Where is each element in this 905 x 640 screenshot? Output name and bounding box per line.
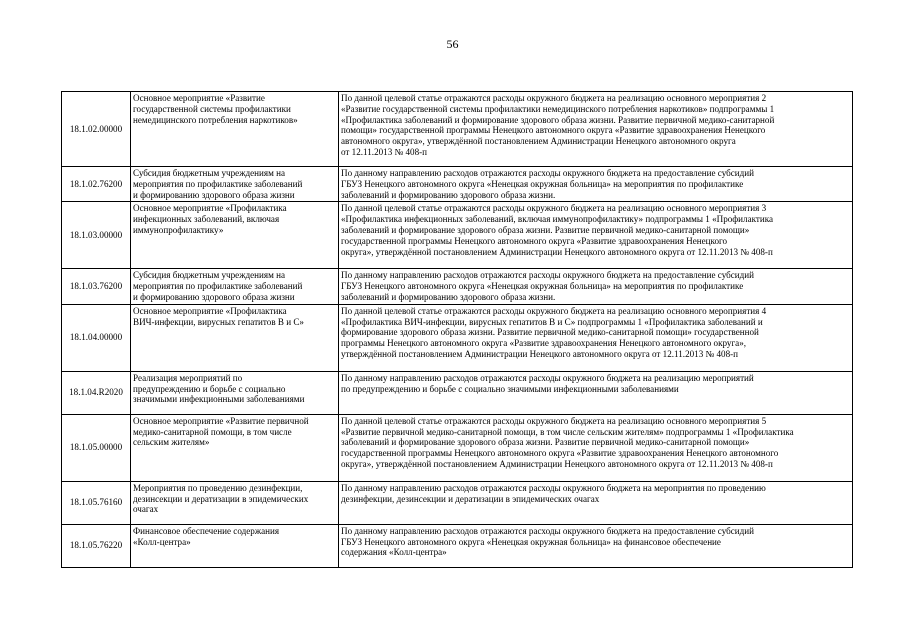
- description-line: дезинфекции, дезинсекции и дератизации в эпидемических очагах: [341, 493, 600, 504]
- description-line: ГБУЗ Ненецкого автономного округа «Ненецкая окружная больница» на мероприятия по профилактике: [341, 281, 744, 292]
- description-line: программы Ненецкого автономного округа «Развитие здравоохранения Ненецкого автономного округа»,: [341, 338, 747, 349]
- description-line: государственной программы Ненецкого автономного округа «Развитие здравоохранения Ненецкого: [341, 235, 728, 246]
- description-line: помощи» государственной программы Ненецкого автономного округа «Развитие здравоохранения Ненецкого: [341, 125, 766, 136]
- description-line: от 12.11.2013 № 408-п: [341, 146, 428, 157]
- name-line: Субсидия бюджетным учреждениям на: [133, 168, 286, 178]
- description-line: По данной целевой статье отражаются расходы окружного бюджета на реализацию основного мероприятия 2: [341, 93, 767, 103]
- description-line: «Профилактика инфекционных заболеваний, включая иммунопрофилактику» подпрограммы 1 «Профилактика: [341, 214, 774, 225]
- description-line: заболеваний и формирование здорового образа жизни. Развитие первичной медико-санитарной помощи»: [341, 437, 750, 448]
- row-name-cell: [131, 481, 339, 524]
- description-line: формирование здорового образа жизни. Развитие первичной медико-санитарной помощи» государственной: [341, 327, 759, 338]
- table-row: [62, 167, 853, 202]
- row-code-cell: 18.1.05.00000: [62, 414, 131, 481]
- description-line: по предупреждению и борьбе с социально значимыми инфекционными заболеваниями: [341, 383, 679, 394]
- description-line: По данной целевой статье отражаются расходы окружного бюджета на реализацию основного мероприятия 3: [341, 203, 767, 214]
- name-line: Мероприятия по проведению дезинфекции,: [133, 482, 303, 493]
- name-line: медико-санитарной помощи, в том числе: [133, 426, 292, 437]
- description-line: ГБУЗ Ненецкого автономного округа «Ненецкая окружная больница» на финансовое обеспечение: [341, 536, 721, 547]
- name-line: Субсидия бюджетным учреждениям на: [133, 270, 286, 281]
- table-row: [62, 371, 853, 414]
- name-line: очагах: [133, 504, 159, 515]
- name-line: Основное мероприятие «Развитие: [133, 93, 265, 103]
- name-line: значимыми инфекционными заболеваниями: [133, 394, 305, 405]
- row-name-cell: [131, 304, 339, 371]
- table-row: [62, 92, 853, 167]
- description-line: государственной программы Ненецкого автономного округа «Развитие здравоохранения Ненецкого автономного: [341, 448, 779, 459]
- name-line: Реализация мероприятий по: [133, 372, 243, 383]
- row-name-cell: [131, 202, 339, 269]
- name-line: Основное мероприятие «Профилактика: [133, 203, 287, 214]
- row-description-cell: [339, 92, 853, 167]
- name-line: Основное мероприятие «Профилактика: [133, 305, 287, 316]
- description-line: «Профилактика ВИЧ-инфекции, вирусных гепатитов В и С» подпрограммы 1 «Профилактика заболеваний и: [341, 316, 763, 327]
- table-row: [62, 269, 853, 304]
- row-name-cell: [131, 92, 339, 167]
- description-line: «Профилактика заболеваний и формирование здорового образа жизни. Развитие первичной медико-санитарной: [341, 114, 775, 125]
- description-line: По данной целевой статье отражаются расходы окружного бюджета на реализацию основного мероприятия 5: [341, 415, 767, 426]
- table-body: [62, 92, 853, 568]
- row-name-cell: [131, 414, 339, 481]
- row-name-cell: [131, 524, 339, 567]
- name-line: «Колл-центра»: [133, 536, 191, 547]
- description-line: заболеваний и формирование здорового образа жизни. Развитие первичной медико-санитарной помощи»: [341, 224, 750, 235]
- name-line: предупреждению и борьбе с социально: [133, 383, 286, 394]
- name-line: Основное мероприятие «Развитие первичной: [133, 415, 309, 426]
- description-line: «Развитие первичной медико-санитарной помощи, в том числе сельским жителям» подпрограммы 1 «Профилактика: [341, 426, 794, 437]
- row-description-cell: [339, 304, 853, 371]
- row-code-cell: 18.1.04.00000: [62, 304, 131, 371]
- name-line: дезинсекции и дератизации в эпидемических: [133, 493, 309, 504]
- name-line: и формированию здорового образа жизни: [133, 291, 295, 302]
- row-description-cell: [339, 524, 853, 567]
- name-line: мероприятия по профилактике заболеваний: [133, 281, 303, 292]
- row-name-cell: [131, 371, 339, 414]
- name-line: инфекционных заболеваний, включая: [133, 214, 280, 225]
- name-line: мероприятия по профилактике заболеваний: [133, 178, 303, 189]
- table-row: [62, 304, 853, 371]
- row-description-cell: [339, 167, 853, 202]
- description-line: По данному направлению расходов отражаются расходы окружного бюджета на предоставление субсидий: [341, 270, 755, 281]
- description-line: утверждённой постановлением Администрации Ненецкого автономного округа от 12.11.2013 № 408-п: [341, 348, 739, 359]
- row-description-cell: [339, 269, 853, 304]
- name-line: государственной системы профилактики: [133, 103, 291, 114]
- description-line: По данному направлению расходов отражаются расходы окружного бюджета на предоставление субсидий: [341, 168, 755, 178]
- row-code-cell: 18.1.04.R2020: [62, 371, 131, 414]
- name-line: ВИЧ-инфекции, вирусных гепатитов В и С»: [133, 316, 304, 327]
- description-line: По данной целевой статье отражаются расходы окружного бюджета на реализацию основного мероприятия 4: [341, 305, 767, 316]
- description-line: заболеваний и формированию здорового образа жизни.: [341, 189, 556, 200]
- description-line: содержания «Колл-центра»: [341, 547, 447, 558]
- row-code-cell: 18.1.05.76160: [62, 481, 131, 524]
- description-line: По данному направлению расходов отражаются расходы окружного бюджета на мероприятия по проведению: [341, 482, 766, 493]
- row-description-cell: [339, 202, 853, 269]
- row-code-cell: 18.1.03.00000: [62, 202, 131, 269]
- row-description-cell: [339, 481, 853, 524]
- row-code-cell: 18.1.05.76220: [62, 524, 131, 567]
- description-line: По данному направлению расходов отражаются расходы окружного бюджета на реализацию мероприятий: [341, 372, 754, 383]
- name-line: Финансовое обеспечение содержания: [133, 525, 280, 536]
- description-line: округа», утверждённой постановлением Администрации Ненецкого автономного округа от 12.11.2013 № 408-п: [341, 458, 773, 469]
- row-description-cell: [339, 371, 853, 414]
- description-line: автономного округа», утверждённой постановлением Администрации Ненецкого автономного округа: [341, 136, 736, 147]
- name-line: сельским жителям»: [133, 437, 210, 448]
- description-line: округа», утверждённой постановлением Администрации Ненецкого автономного округа от 12.11.2013 № 408-п: [341, 246, 773, 257]
- description-line: ГБУЗ Ненецкого автономного округа «Ненецкая окружная больница» на мероприятия по профилактике: [341, 178, 744, 189]
- row-name-cell: [131, 167, 339, 202]
- row-name-cell: [131, 269, 339, 304]
- table-row: [62, 202, 853, 269]
- name-line: немедицинского потребления наркотиков»: [133, 114, 298, 125]
- row-description-cell: [339, 414, 853, 481]
- table-row: [62, 524, 853, 567]
- table-row: [62, 481, 853, 524]
- name-line: иммунопрофилактику»: [133, 224, 224, 235]
- row-code-cell: 18.1.02.00000: [62, 92, 131, 167]
- description-line: По данному направлению расходов отражаются расходы окружного бюджета на предоставление субсидий: [341, 525, 755, 536]
- table-row: [62, 414, 853, 481]
- description-line: «Развитие государственной системы профилактики немедицинского потребления наркотиков» подпрограммы 1: [341, 103, 775, 114]
- budget-classification-table: [61, 91, 853, 568]
- row-code-cell: 18.1.02.76200: [62, 167, 131, 202]
- page-number: 56: [446, 37, 459, 51]
- row-code-cell: 18.1.03.76200: [62, 269, 131, 304]
- name-line: и формированию здорового образа жизни: [133, 189, 295, 200]
- description-line: заболеваний и формированию здорового образа жизни.: [341, 291, 556, 302]
